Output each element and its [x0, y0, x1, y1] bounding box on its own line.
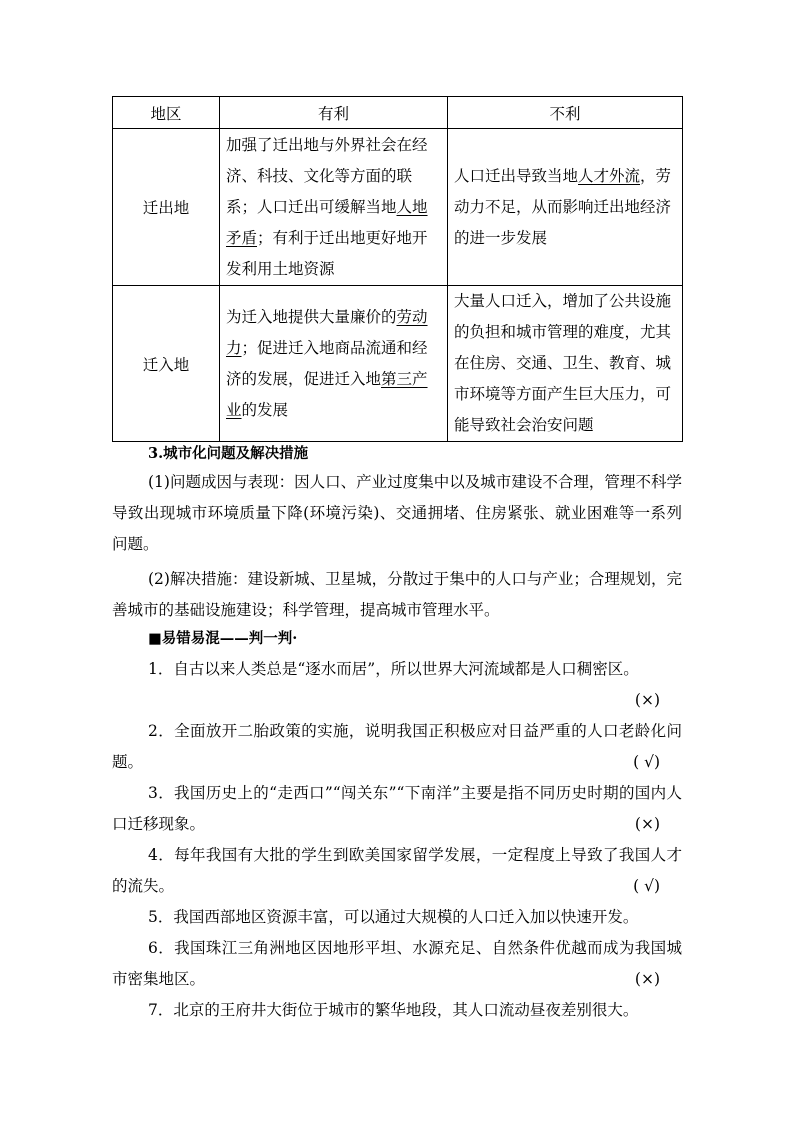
advantages-cell: 为迁入地提供大量廉价的劳动力；促进迁入地商品流通和经济的发展，促进迁入地第三产业的发展	[220, 286, 448, 442]
list-item: 2．全面放开二胎政策的实施，说明我国正积极应对日益严重的人口老龄化问题。 ( √)	[112, 716, 682, 778]
answer-mark: ( √)	[633, 877, 660, 895]
advantages-cell: 加强了迁出地与外界社会在经济、科技、文化等方面的联系；人口迁出可缓解当地人地矛盾；有利于迁出地更好地开发利用土地资源	[220, 129, 448, 286]
underlined-term: 人地矛盾	[226, 197, 428, 247]
quiz-heading: ■易错易混——判一判·	[148, 630, 298, 647]
answer-mark: (×)	[634, 815, 660, 833]
problems-paragraph: (1)问题成因与表现：因人口、产业过度集中以及城市建设不合理，管理不科学导致出现城市环境质量下降(环境污染)、交通拥堵、住房紧张、就业困难等一系列问题。	[112, 473, 682, 553]
answer-mark: (×)	[634, 691, 660, 709]
quiz-list	[112, 654, 682, 1026]
region-cell: 迁入地	[113, 286, 220, 442]
table-row	[113, 129, 683, 286]
list-item: 5．我国西部地区资源丰富，可以通过大规模的人口迁入加以快速开发。	[148, 908, 639, 926]
migration-impact-table	[112, 96, 683, 442]
header-region: 地区	[113, 97, 220, 129]
list-item: 3．我国历史上的“走西口”“闯关东”“下南洋”主要是指不同历史时期的国内人口迁移现象。 (×)	[112, 778, 682, 840]
table-row	[113, 286, 683, 442]
answer-mark: (×)	[634, 970, 660, 988]
list-item: 7．北京的王府井大街位于城市的繁华地段，其人口流动昼夜差别很大。	[148, 1001, 639, 1019]
disadvantages-cell: 人口迁出导致当地人才外流，劳动力不足，从而影响迁出地经济的进一步发展	[448, 129, 683, 286]
region-cell: 迁出地	[113, 129, 220, 286]
disadvantages-cell: 大量人口迁入，增加了公共设施的负担和城市管理的难度，尤其在住房、交通、卫生、教育、城市环境等方面产生巨大压力，可能导致社会治安问题	[448, 286, 683, 442]
underlined-term: 劳动力	[226, 307, 428, 357]
section-title: 3.城市化问题及解决措施	[148, 445, 309, 462]
list-item: 6．我国珠江三角洲地区因地形平坦、水源充足、自然条件优越而成为我国城市密集地区。 (×)	[112, 933, 682, 995]
header-advantages: 有利	[220, 97, 448, 129]
solutions-paragraph: (2)解决措施：建设新城、卫星城，分散过于集中的人口与产业；合理规划，完善城市的基础设施建设；科学管理，提高城市管理水平。	[112, 570, 682, 619]
header-disadvantages: 不利	[448, 97, 683, 129]
underlined-term: 第三产业	[226, 369, 428, 419]
answer-mark: ( √)	[633, 753, 660, 771]
underlined-term: 人才外流	[578, 166, 641, 185]
list-item: 4．每年我国有大批的学生到欧美国家留学发展，一定程度上导致了我国人才的流失。 ( √)	[112, 840, 682, 902]
table-header-row	[113, 97, 683, 129]
list-item: 1．自古以来人类总是“逐水而居”，所以世界大河流域都是人口稠密区。 (×)	[112, 654, 682, 716]
